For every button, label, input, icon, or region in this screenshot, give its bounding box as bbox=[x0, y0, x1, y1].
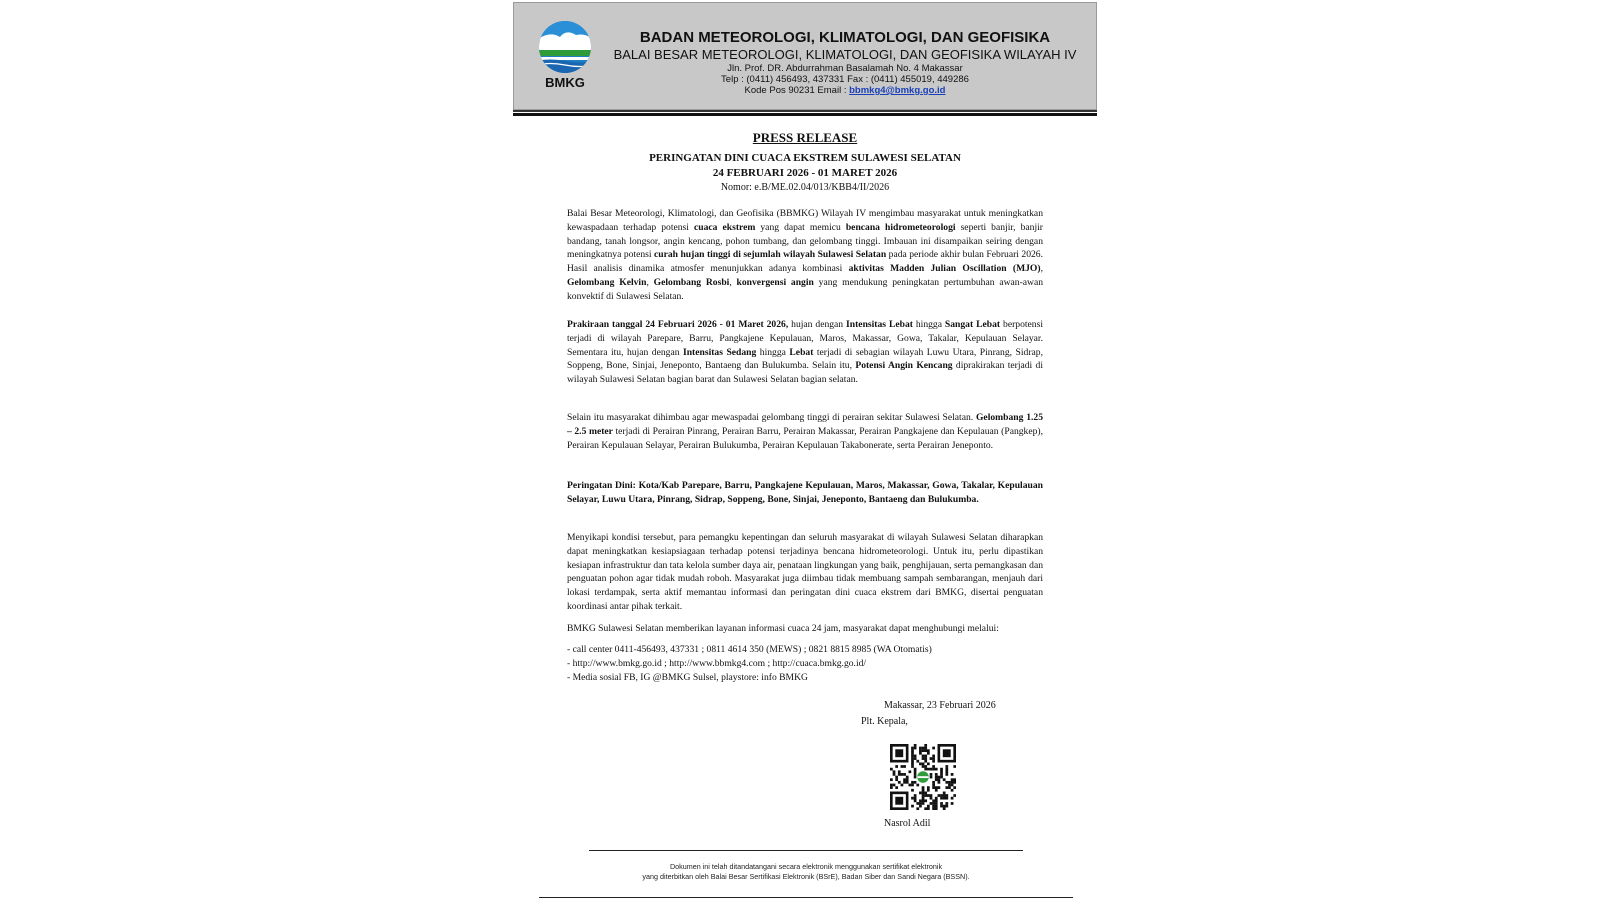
text-run: curah hujan tinggi di sejumlah wilayah Sulawesi Selatan bbox=[654, 249, 887, 261]
postal-code: Kode Pos 90231 Email : bbox=[744, 85, 850, 96]
paragraph-intro bbox=[567, 207, 1043, 304]
contact-list bbox=[567, 643, 1043, 684]
letterhead-rule bbox=[513, 110, 1097, 112]
agency-address: Jln. Prof. DR. Abdurrahman Basalamah No. 4 Makassar bbox=[727, 63, 963, 74]
text-run: pada periode akhir bulan Februari 2026. Hasil analisis dinamika atmosfer menunjukkan adanya kombinasi bbox=[567, 249, 1043, 275]
text-run: Prakiraan tanggal 24 Februari 2026 - 01 Maret 2026, bbox=[567, 319, 789, 330]
agency-postal-email bbox=[612, 85, 1078, 96]
agency-phone: Telp : (0411) 456493, 437331 Fax : (0411) 455019, 449286 bbox=[721, 74, 969, 85]
qr-code-signature bbox=[890, 744, 956, 810]
letterhead bbox=[513, 2, 1097, 110]
text-run: Potensi Angin Kencang bbox=[855, 360, 953, 372]
text-run: hingga bbox=[756, 346, 790, 358]
signatory-name: Nasrol Adil bbox=[884, 818, 931, 829]
text-run: berpotensi terjadi di wilayah Parepare, Barru, Pangkajene Kepulauan, Maros, Makassar, Gowa, Takalar, Kepulauan Selayar. Sementara itu, hujan dengan bbox=[567, 319, 1043, 358]
text-run: , bbox=[1040, 263, 1043, 275]
text-run: Lebat bbox=[789, 346, 814, 358]
text-run: terjadi di Perairan Pinrang, Perairan Barru, Perairan Makassar, Perairan Pangkajene dan Kepulauan (Pangkep), Perairan Kepulauan Selayar, Perairan Bulukumba, Perairan Kepulauan Takabonerate, serta Perairan Jeneponto. bbox=[567, 425, 1043, 451]
letterhead-rule-thick bbox=[513, 113, 1097, 116]
contact-social-media: - Media sosial FB, IG @BMKG Sulsel, playstore: info BMKG bbox=[567, 671, 808, 683]
text-run: seperti banjir, banjir bandang, tanah longsor, angin kencang, pohon tumbang, dan gelombang tinggi. Imbauan ini disampaikan seiring dengan meningkatnya potensi bbox=[567, 221, 1043, 261]
signature-position: Plt. Kepala, bbox=[861, 716, 908, 727]
text-run: konvergensi angin bbox=[736, 276, 814, 288]
text-run: Balai Besar Meteorologi, Klimatologi, dan Geofisika (BBMKG) Wilayah IV mengimbau masyarakat untuk meningkatkan kewaspadaan terhadap potensi bbox=[567, 208, 1043, 233]
text-run: Intensitas Sedang bbox=[682, 346, 757, 358]
text-run: Intensitas Lebat bbox=[846, 319, 913, 330]
footer-rule bbox=[589, 850, 1023, 851]
press-release-heading: PRESS RELEASE bbox=[752, 130, 858, 145]
text-run: Gelombang Rosbi bbox=[653, 276, 730, 288]
document-number: Nomor: e.B/ME.02.04/013/KBB4/II/2026 bbox=[720, 182, 890, 193]
text-run: yang mendukung peningkatan pertumbuhan awan-awan konvektif di Sulawesi Selatan. bbox=[567, 276, 1043, 302]
agency-subtitle: BALAI BESAR METEOROLOGI, KLIMATOLOGI, DAN GEOFISIKA WILAYAH IV bbox=[613, 47, 1077, 62]
text-run: terjadi di sebagian wilayah Luwu Utara, Pinrang, Sidrap, Soppeng, Bone, Sinjai, Jeneponto, Bantaeng dan Bulukumba. Selain itu, bbox=[567, 346, 1043, 372]
paragraph-early-warning bbox=[567, 479, 1043, 507]
text-run: aktivitas Madden Julian Oscillation (MJO) bbox=[848, 263, 1041, 275]
bmkg-logo-icon bbox=[536, 21, 594, 73]
text-run: bencana hidrometeorologi bbox=[845, 221, 956, 233]
footer-line-1: Dokumen ini telah ditandatangani secara elektronik menggunakan sertifikat elektronik bbox=[669, 862, 943, 871]
text-run: Menyikapi kondisi tersebut, para pemangku kepentingan dan seluruh masyarakat di wilayah Sulawesi Selatan diharapkan dapat meningkatkan kesiapsiagaan terhadap potensi terjadinya bencana hidrometeorologi. Untuk itu, perlu dipastikan kesiapan infrastruktur dan tata kelola sumber daya air, penataan lingkungan yang baik, penghijauan, serta pemangkasan dan penguatan pohon agar tidak mudah roboh. Masyarakat juga diimbau tidak membuang sampah sembarangan, menjauh dari lokasi terdampak, serta aktif memantau informasi dan peringatan dini cuaca ekstrem dari BMKG, disertai penguatan koordinasi antar pihak terkait. bbox=[567, 532, 1043, 612]
text-run: hujan dengan bbox=[788, 319, 847, 330]
paragraph-services: BMKG Sulawesi Selatan memberikan layanan informasi cuaca 24 jam, masyarakat dapat menghubungi melalui: bbox=[567, 623, 999, 634]
text-run: , bbox=[646, 276, 654, 288]
signature-place-date: Makassar, 23 Februari 2026 bbox=[884, 700, 996, 711]
text-run: Gelombang Kelvin bbox=[567, 276, 647, 288]
letterhead-text bbox=[612, 29, 1078, 96]
title-line-2: 24 FEBRUARI 2026 - 01 MARET 2026 bbox=[712, 167, 898, 179]
text-run: Peringatan Dini: Kota/Kab Parepare, Barru, Pangkajene Kepulauan, Maros, Makassar, Gowa, Takalar, Kepulauan Selayar, Luwu Utara, Pinrang, Sidrap, Soppeng, Bone, Sinjai, Jeneponto, Bantaeng dan Bulukumba. bbox=[567, 480, 1043, 505]
text-run: cuaca ekstrem bbox=[694, 221, 756, 233]
text-run: yang dapat memicu bbox=[755, 221, 846, 233]
text-run: hingga bbox=[912, 319, 945, 330]
document-title bbox=[513, 151, 1097, 181]
title-line-1: PERINGATAN DINI CUACA EKSTREM SULAWESI SELATAN bbox=[649, 152, 961, 164]
text-run: , bbox=[729, 276, 737, 288]
paragraph-forecast bbox=[567, 318, 1043, 387]
contact-websites: - http://www.bmkg.go.id ; http://www.bbmkg4.com ; http://cuaca.bmkg.go.id/ bbox=[567, 657, 867, 669]
footer-line-2: yang diterbitkan oleh Balai Besar Sertifikasi Elektronik (BSrE), Badan Siber dan Sandi Negara (BSSN). bbox=[642, 872, 970, 881]
text-run: Selain itu masyarakat dihimbau agar mewaspadai gelombang tinggi di perairan sekitar Sulawesi Selatan. bbox=[567, 412, 976, 423]
text-run: Sangat Lebat bbox=[944, 319, 1001, 330]
paragraph-preparedness bbox=[567, 531, 1043, 614]
page-bottom-rule bbox=[539, 897, 1073, 898]
paragraph-waves bbox=[567, 411, 1043, 452]
footer-note bbox=[573, 862, 1039, 882]
document-page bbox=[513, 0, 1097, 900]
contact-call-center: - call center 0411-456493, 437331 ; 0811 4614 350 (MEWS) ; 0821 8815 8985 (WA Otomatis) bbox=[567, 644, 932, 655]
agency-title: BADAN METEOROLOGI, KLIMATOLOGI, DAN GEOFISIKA bbox=[639, 29, 1051, 46]
text-run: diprakirakan terjadi di wilayah Sulawesi Selatan bagian barat dan Sulawesi Selatan bagian selatan. bbox=[567, 360, 1043, 386]
email-link[interactable]: bbmkg4@bmkg.go.id bbox=[849, 85, 946, 96]
logo-text: BMKG bbox=[545, 75, 585, 90]
text-run: Gelombang 1.25 – 2.5 meter bbox=[567, 412, 1043, 437]
bmkg-logo bbox=[536, 21, 594, 93]
